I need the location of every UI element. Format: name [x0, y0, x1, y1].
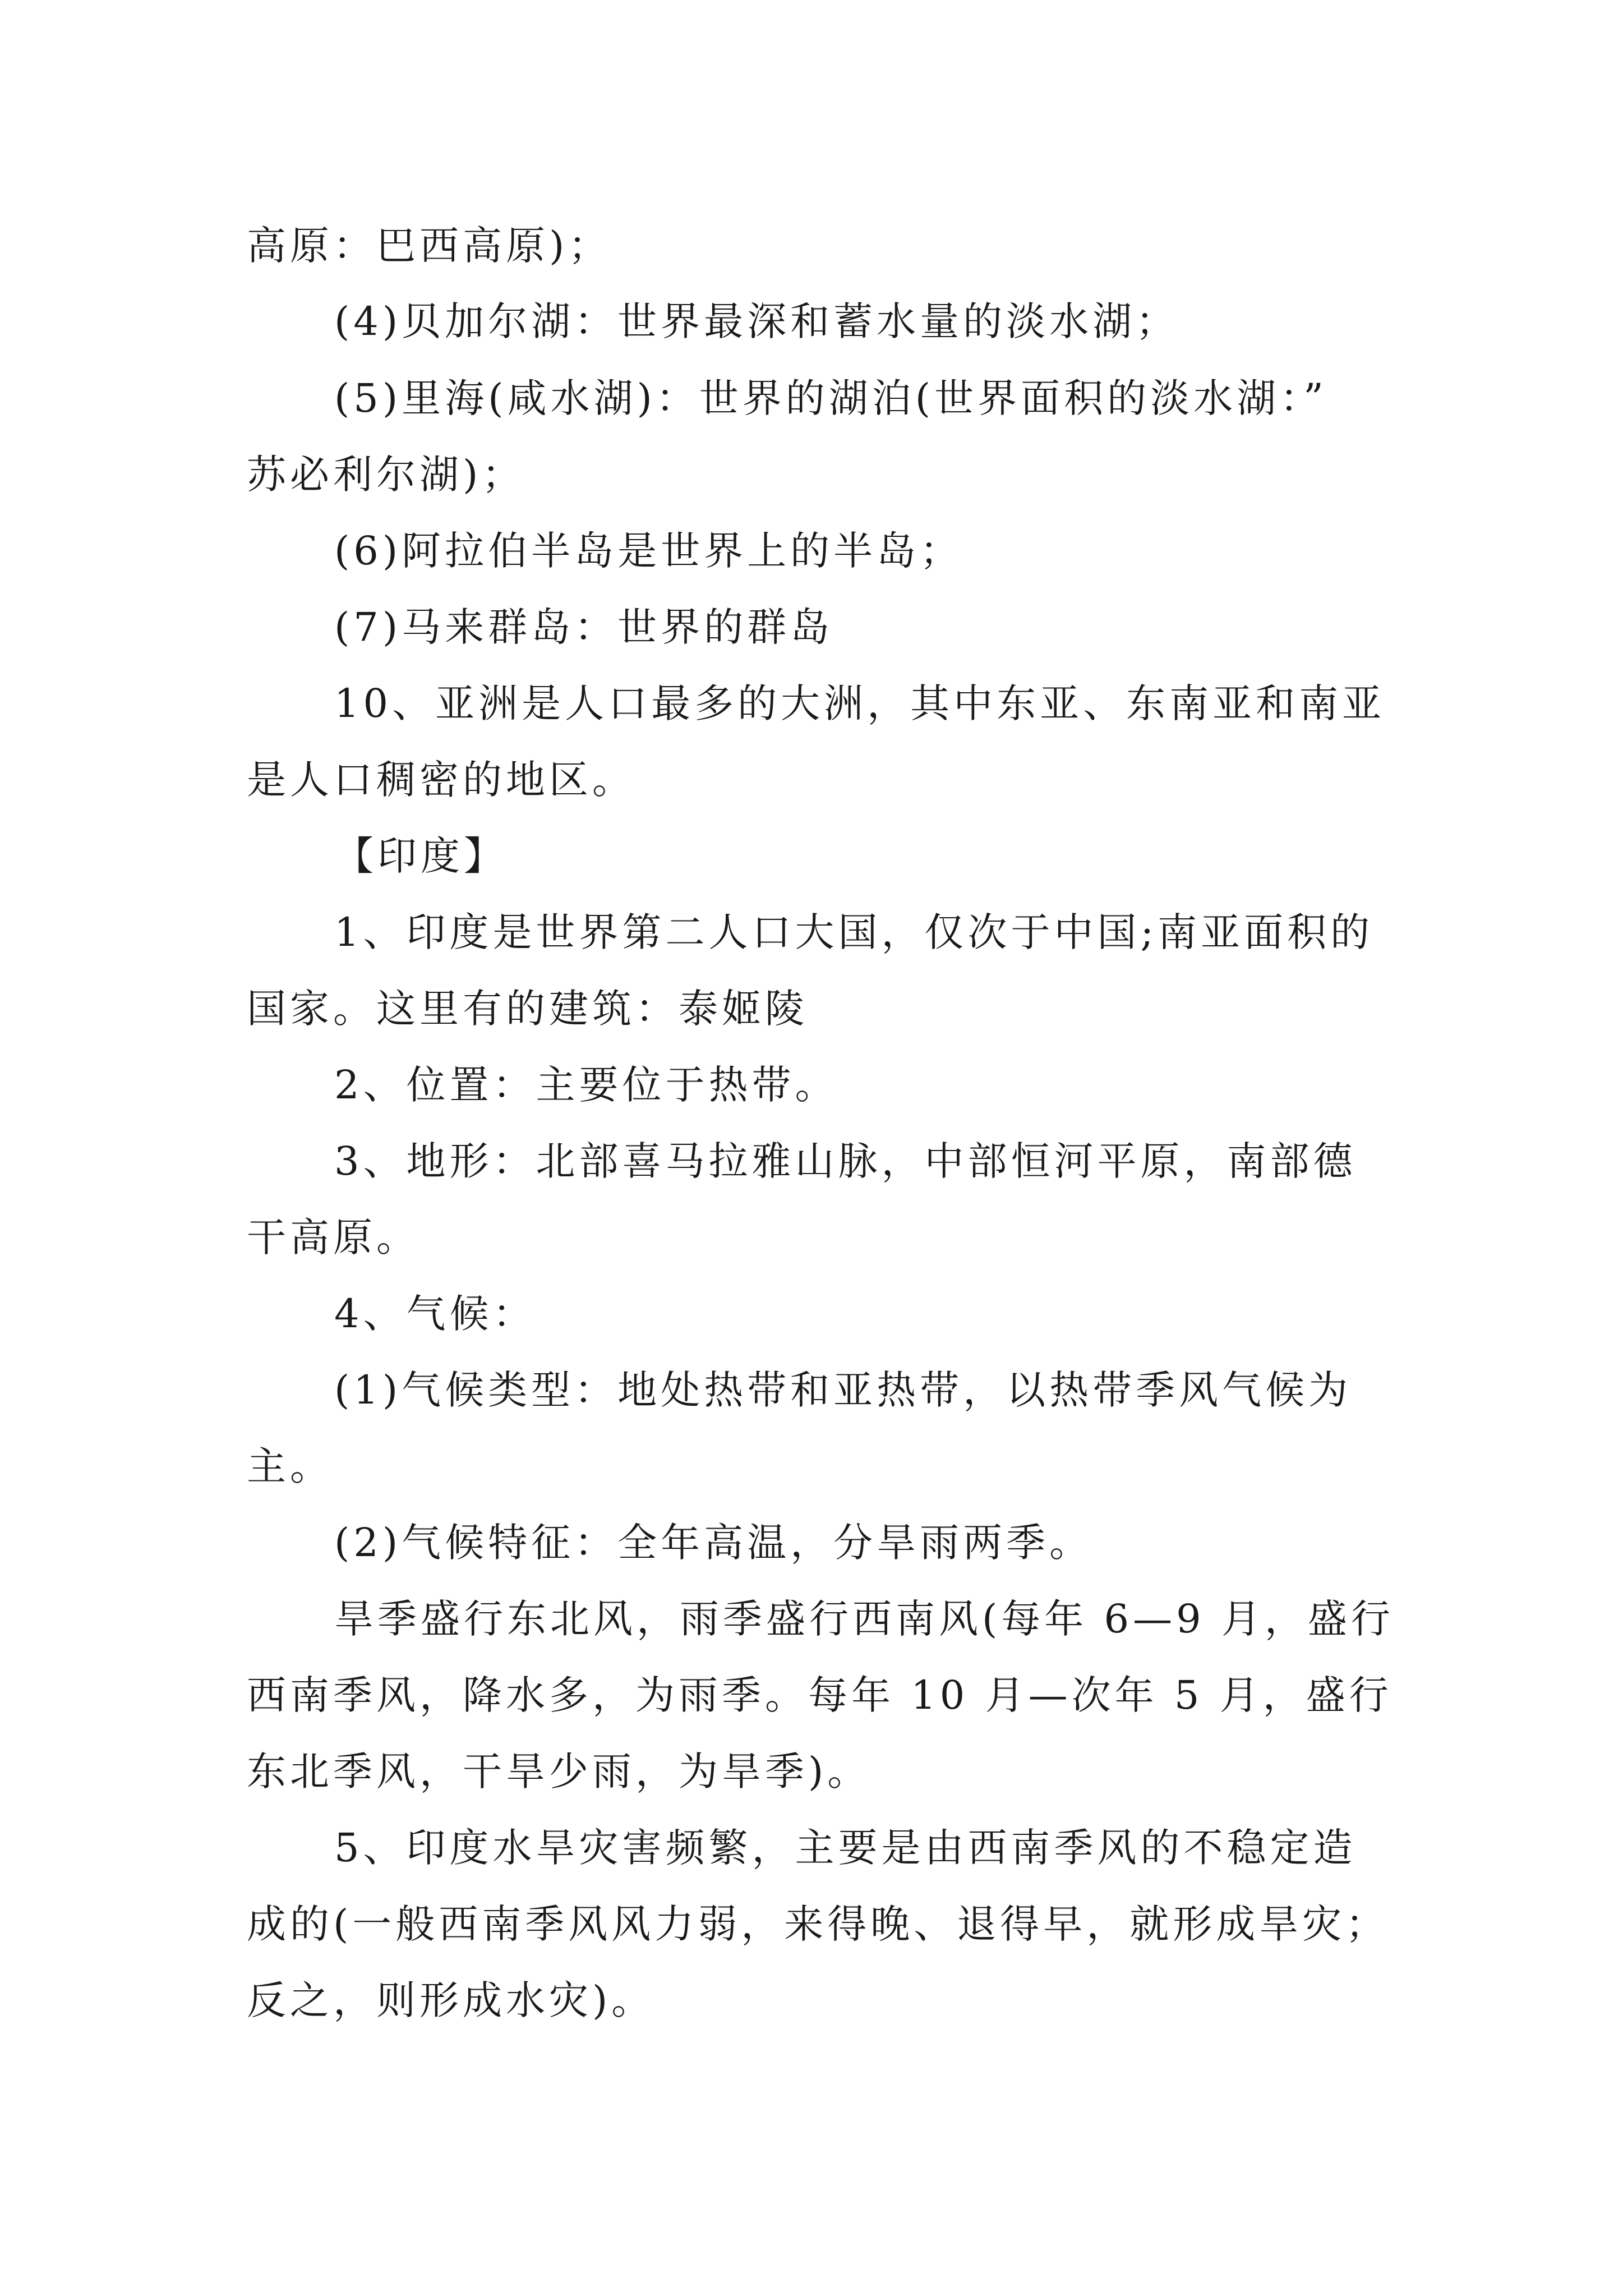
text-line-5: (6)阿拉伯半岛是世界上的半岛； [334, 528, 963, 574]
text-line-22: 5、印度水旱灾害频繁，主要是由西南季风的不稳定造 [334, 1825, 1357, 1871]
text-line-11: 国家。这里有的建筑：泰姬陵 [247, 986, 808, 1032]
text-line-8: 是人口稠密的地区。 [247, 757, 635, 803]
section-heading: 【印度】 [334, 833, 507, 879]
text-line-3: (5)里海(咸水湖)：世界的湖泊(世界面积的淡水湖：” [334, 375, 1327, 421]
text-line-2: (4)贝加尔湖：世界最深和蓄水量的淡水湖； [334, 298, 1179, 344]
text-line-15: 4、气候： [334, 1291, 536, 1337]
text-line-13: 3、地形：北部喜马拉雅山脉，中部恒河平原，南部德 [334, 1138, 1357, 1184]
text-line-17: 主。 [247, 1443, 333, 1489]
text-line-23: 成的(一般西南季风风力弱，来得晚、退得早，就形成旱灾； [247, 1901, 1389, 1947]
text-line-18: (2)气候特征：全年高温，分旱雨两季。 [334, 1520, 1093, 1566]
text-line-16: (1)气候类型：地处热带和亚热带，以热带季风气候为 [334, 1367, 1352, 1413]
text-line-24: 反之，则形成水灾)。 [247, 1977, 655, 2023]
text-line-14: 干高原。 [247, 1214, 419, 1260]
text-line-10: 1、印度是世界第二人口大国，仅次于中国;南亚面积的 [334, 909, 1374, 955]
text-line-20: 西南季风，降水多，为雨季。每年 10 月—次年 5 月，盛行 [247, 1672, 1393, 1718]
text-line-21: 东北季风，干旱少雨，为旱季)。 [247, 1749, 871, 1795]
text-line-19: 旱季盛行东北风，雨季盛行西南风(每年 6—9 月，盛行 [334, 1596, 1394, 1642]
text-line-12: 2、位置：主要位于热带。 [334, 1062, 838, 1108]
text-line-1: 高原：巴西高原)； [247, 223, 612, 269]
text-line-7: 10、亚洲是人口最多的大洲，其中东亚、东南亚和南亚 [334, 680, 1386, 726]
text-line-4: 苏必利尔湖)； [247, 452, 525, 498]
text-line-6: (7)马来群岛：世界的群岛 [334, 604, 834, 650]
